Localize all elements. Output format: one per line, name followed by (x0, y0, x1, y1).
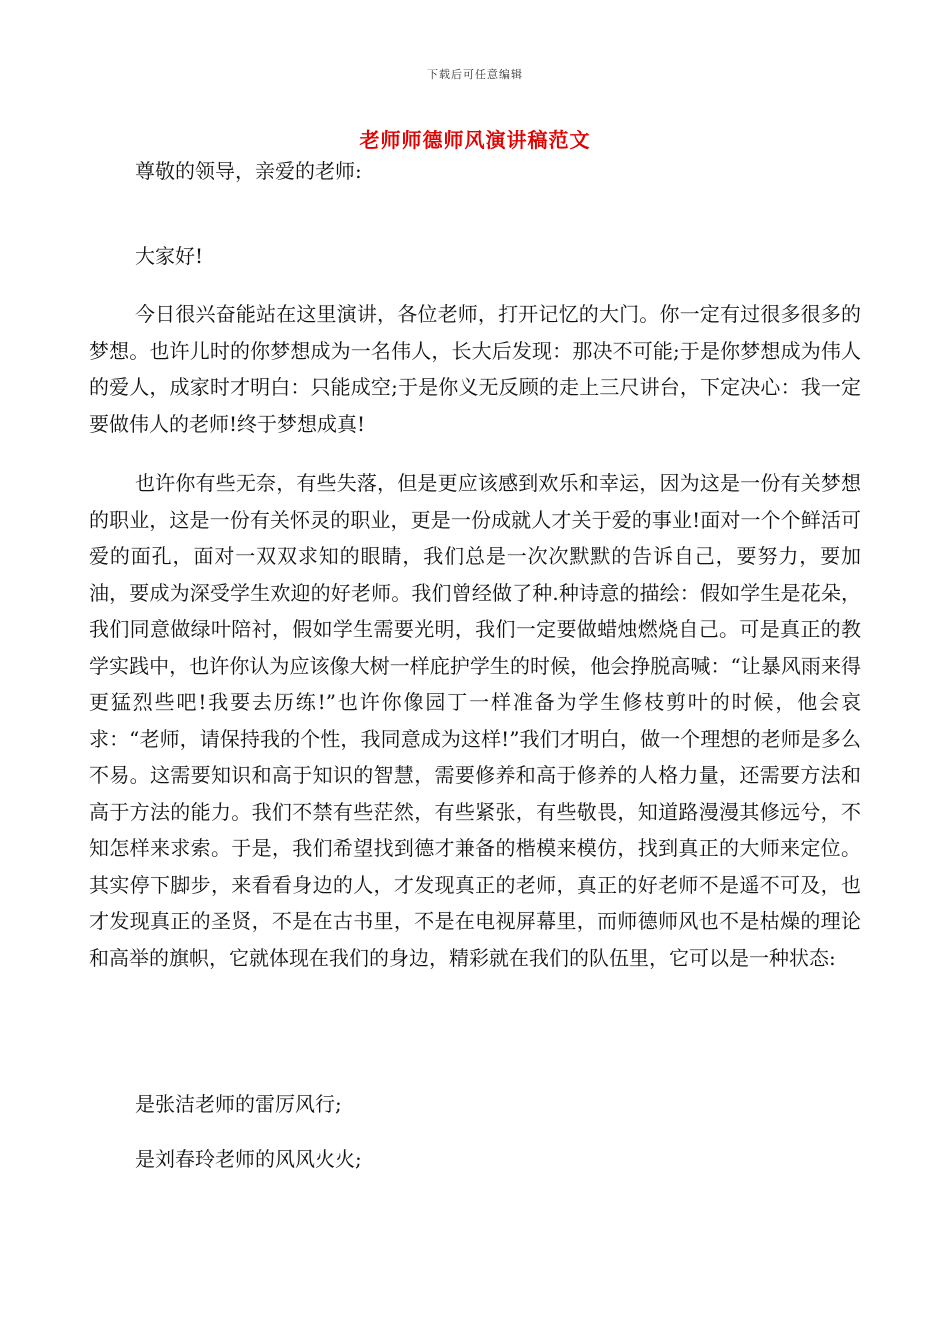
paragraph-example-2: 是刘春玲老师的风风火火; (135, 1147, 362, 1171)
paragraph-example-1: 是张洁老师的雷厉风行; (135, 1092, 342, 1116)
paragraph-greeting: 大家好! (135, 244, 204, 268)
paragraph-main: 也许你有些无奈，有些失落，但是更应该感到欢乐和幸运，因为这是一份有关梦想的职业，这是一份有关怀灵的职业，更是一份成就人才关于爱的事业!面对一个个鲜活可爱的面孔，面对一双双求知的眼睛，我们总是一次次默默的告诉自己，要努力，要加油，要成为深受学生欢迎的好老师。我们曾经做了种.种诗意的描绘：假如学生是花朵，我们同意做绿叶陪衬，假如学生需要光明，我们一定要做蜡烛燃烧自己。可是真正的教学实践中，也许你认为应该像大树一样庇护学生的时候，他会挣脱高喊：“让暴风雨来得更猛烈些吧!我要去历练!”也许你像园丁一样准备为学生修枝剪叶的时候，他会哀求：“老师，请保持我的个性，我同意成为这样!”我们才明白，做一个理想的老师是多么不易。这需要知识和高于知识的智慧，需要修养和高于修养的人格力量，还需要方法和高于方法的能力。我们不禁有些茫然，有些紧张，有些敬畏，知道路漫漫其修远兮，不知怎样来求索。于是，我们希望找到德才兼备的楷模来模仿，找到真正的大师来定位。其实停下脚步，来看看身边的人，才发现真正的老师，真正的好老师不是遥不可及，也才发现真正的圣贤，不是在古书里，不是在电视屏幕里，而师德师风也不是枯燥的理论和高举的旗帜，它就体现在我们的身边，精彩就在我们的队伍里，它可以是一种状态: (89, 471, 861, 970)
paragraph-salutation: 尊敬的领导，亲爱的老师: (135, 159, 362, 183)
document-title: 老师师德师风演讲稿范文 (359, 128, 591, 152)
paragraph-opening: 今日很兴奋能站在这里演讲，各位老师，打开记忆的大门。你一定有过很多很多的梦想。也许儿时的你梦想成为一名伟人，长大后发现：那决不可能;于是你梦想成为伟人的爱人，成家时才明白：只能成空;于是你义无反顾的走上三尺讲台，下定决心：我一定要做伟人的老师!终于梦想成真! (89, 302, 861, 436)
header-note: 下载后可任意编辑 (427, 68, 523, 81)
